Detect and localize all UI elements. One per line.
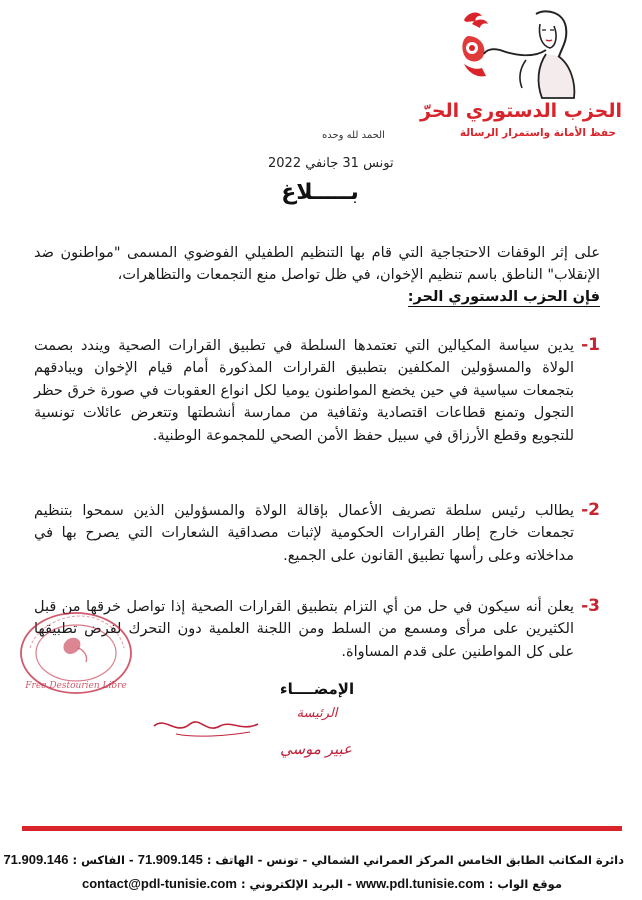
item-text: يدين سياسة المكيالين التي تعتمدها السلطة في تطبيق القرارات الصحية ويندد بصمت الولاة والمسؤولين المكلفين بتطبيق القرارات المذكورة أمام قيام الإخوان ويبادقهم بتجمعات سياسية في حين يخضع المواطنون يوميا لكل انواع العقوبات في صورة خرق حظر التجول وتمنع قطاعات اقتصادية وثقافية من ممارسة أنشطتها وتتعرض عائلات تونسية للتجويع وقطع الأرزاق في سبيل حفظ الأمن الصحي للمجموعة الوطنية. — [34, 338, 574, 444]
list-item — [34, 335, 600, 447]
intro-paragraph: على إثر الوقفات الاحتجاجية التي قام بها التنظيم الطفيلي الفوضوي المسمى "مواطنون ضد الإنقلاب" الناطق باسم تنظيم الإخوان، في ظل تواصل منع التجمعات والتظاهرات، — [34, 245, 600, 284]
item-text: يطالب رئيس سلطة تصريف الأعمال بإقالة الولاة والمسؤولين الذين سمحوا بتنظيم تجمعات خارج إطار القرارات الحكومية لإثبات مصداقية الشعارات التي يصرح بها في مداخلاته وعلى رأسها تطبيق القانون على الجميع. — [34, 503, 574, 564]
document-title: بـــــلاغ — [281, 180, 359, 205]
party-slogan: حفظ الأمانة واستمرار الرسالة — [459, 127, 616, 139]
stamp-text: Free Destourien Libre — [25, 681, 127, 691]
signatory-role: الرئيسة — [296, 706, 338, 721]
footer-email-label: - البريد الإلكتروني : — [240, 877, 352, 891]
footer-email-link[interactable]: contact@pdl-tunisie.com — [81, 876, 237, 891]
party-stamp-icon — [16, 608, 136, 698]
item-text: يعلن أنه سيكون في حل من أي التزام بتطبيق القرارات الصحية إذا تواصل خرقها من قبل الكثيرين على مرأى ومسمع من السلط ومن اللجنة العلمية دون التحرك لفرض تطبيقها على كل المواطنين على قدم المساواة. — [34, 599, 574, 660]
party-logo — [412, 6, 622, 138]
flame-bearer-logo-icon — [442, 6, 582, 102]
footer-site-label: موقع الواب : — [488, 877, 563, 891]
intro-lead — [34, 289, 600, 305]
footer-website-link[interactable]: www.pdl.tunisie.com — [355, 876, 485, 891]
footer-fax-label: - الفاكس : — [72, 853, 134, 867]
footer-address: دائرة المكاتب الطابق الخامس المركز العمراني الشمالي - تونس - الهاتف : — [206, 853, 624, 867]
footer-web-line — [20, 876, 624, 891]
footer-fax: 71.909.146 — [3, 852, 69, 867]
hamd-line: الحمد لله وحده — [322, 130, 385, 141]
signatory-name: عبير موسي — [280, 740, 352, 758]
handwritten-signature-icon — [146, 706, 266, 742]
party-name: الحزب الدستوري الحرّ — [420, 100, 622, 122]
footer-divider — [22, 826, 622, 831]
intro-lead-text: فإن الحزب الدستوري الحر: — [407, 289, 600, 305]
footer-phone: 71.909.145 — [137, 852, 203, 867]
document-date: تونس 31 جانفي 2022 — [268, 156, 394, 171]
item-number: 1- — [581, 335, 600, 355]
list-item — [34, 500, 600, 567]
signature-heading: الإمضــــاء — [279, 680, 355, 698]
item-number: 2- — [581, 500, 600, 520]
item-number: 3- — [581, 596, 600, 616]
footer-contact-line — [3, 852, 624, 867]
